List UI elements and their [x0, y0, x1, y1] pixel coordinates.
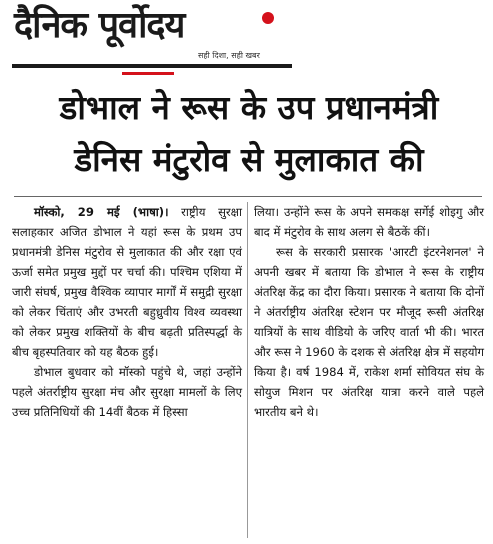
article-column-left — [12, 202, 242, 422]
masthead — [6, 2, 306, 76]
newspaper-logo: दैनिक पूर्वोदय — [14, 5, 185, 46]
article-paragraph: लिया। उन्होंने रूस के अपने समकक्ष सर्गेई शोइगु और बाद में मंटुरोव के साथ अलग से बैठकें कीं। — [254, 205, 484, 239]
article-paragraph: रूस के सरकारी प्रसारक 'आरटी इंटरनेशनल' ने अपनी खबर में बताया कि डोभाल ने रूस के राष्ट्रीय अंतरिक्ष केंद्र का दौरा किया। प्रसारक ने बताया कि दोनों ने अंतर्राष्ट्रीय अंतरिक्ष स्टेशन पर मौजूद रूसी अंतरिक्ष यात्रियों के साथ वीडियो के जरिए वार्ता भी की। भारत और रूस ने 1960 के दशक से अंतरिक्ष क्षेत्र में सहयोग किया है। वर्ष 1984 में, राकेश शर्मा सोवियत संघ के सोयुज मिशन पर अंतरिक्ष यात्रा करने वाले पहले भारतीय बने थे। — [254, 245, 484, 419]
paragraph-text: राष्ट्रीय सुरक्षा सलाहकार अजित डोभाल ने यहां रूस के प्रथम उप प्रधानमंत्री डेनिस मंटुरोव से मुलाकात की और रक्षा एवं ऊर्जा समेत प्रमुख मुद्दों पर चर्चा की। पश्चिम एशिया में जारी संघर्ष, प्रमुख वैश्विक व्यापार मार्गों में समुद्री सुरक्षा को लेकर चिंताएं और उभरती बहुध्रुवीय विश्व व्यवस्था को लेकर प्रमुख शक्तियों के बीच बढ़ती प्रतिस्पर्द्धा के बीच बृहस्पतिवार को यह बैठक हुई। — [12, 205, 242, 359]
headline-divider — [14, 196, 482, 197]
article-headline — [18, 82, 480, 186]
masthead-tagline: सही दिशा, सही खबर — [198, 51, 260, 60]
article-column-right — [254, 202, 484, 422]
masthead-rule — [12, 64, 292, 68]
logo-red-dot-icon — [262, 12, 274, 24]
headline-line-1: डोभाल ने रूस के उप प्रधानमंत्री — [59, 88, 439, 127]
headline-line-2: डेनिस मंटुरोव से मुलाकात की — [74, 140, 424, 179]
article-paragraph — [12, 202, 242, 362]
masthead-red-bar — [122, 72, 174, 75]
article-paragraph: डोभाल बुधवार को मॉस्को पहुंचे थे, जहां उन्होंने पहले अंतर्राष्ट्रीय सुरक्षा मंच और सुरक्षा मामलों के लिए उच्च प्रतिनिधियों की 14वीं बैठक में हिस्सा — [12, 365, 242, 419]
dateline: मॉस्को, 29 मई (भाषा)। — [34, 205, 169, 219]
column-divider — [247, 202, 248, 538]
